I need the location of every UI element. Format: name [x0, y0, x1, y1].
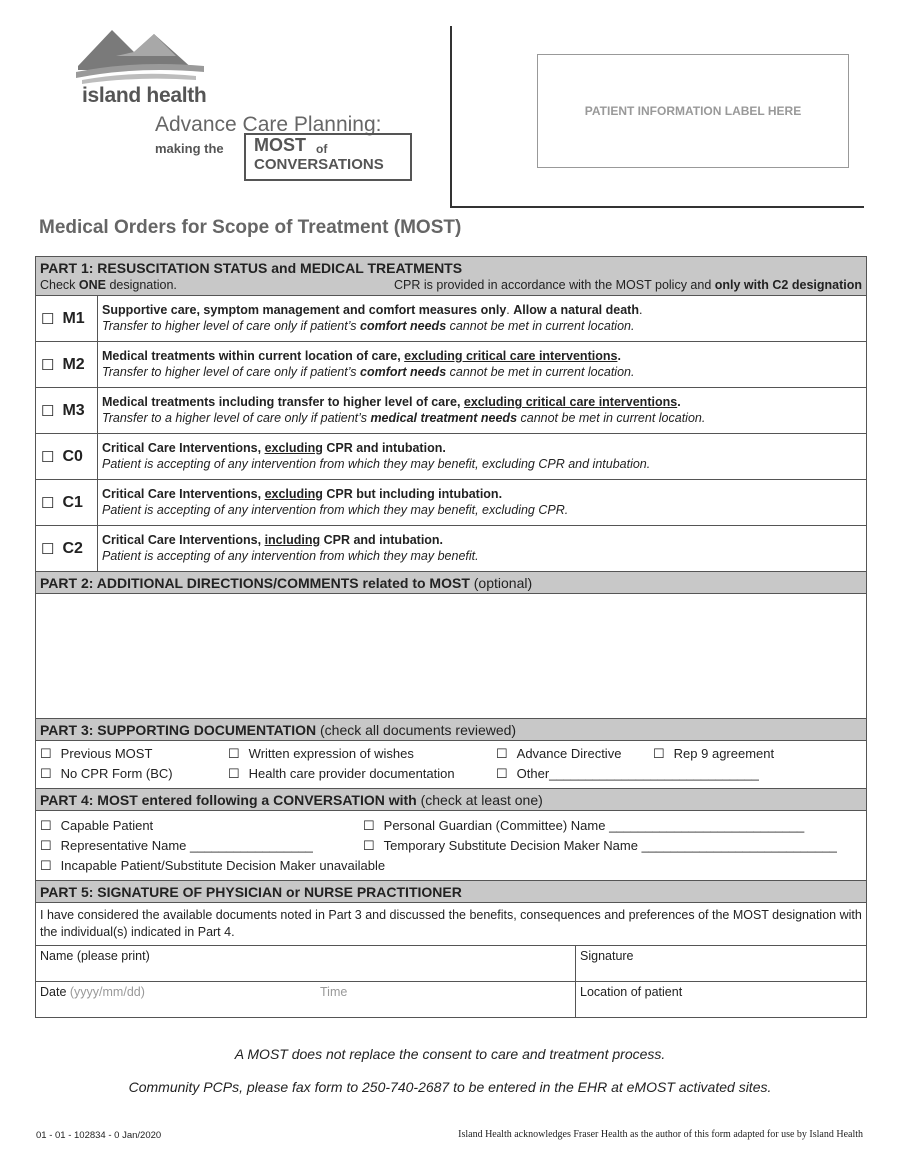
check-prefix: Check [40, 278, 79, 292]
designation-note: Patient is accepting of any intervention from which they may benefit, excluding CPR. [102, 503, 569, 517]
header-rule [450, 206, 864, 208]
part4-options [36, 811, 866, 881]
header-divider [450, 26, 452, 206]
acp-title: Advance Care Planning: [155, 113, 382, 136]
part1-heading: PART 1: RESUSCITATION STATUS and MEDICAL TREATMENTS [36, 257, 866, 278]
acknowledgement: Island Health acknowledges Fraser Health as the author of this form adapted for use by Island Health [458, 1129, 863, 1140]
m2-checkbox[interactable]: ☐ [41, 356, 55, 374]
designation-code: M1 [62, 309, 85, 327]
date-location-row [36, 982, 866, 1017]
designation-code: M3 [62, 401, 85, 419]
footer-fax-note: Community PCPs, please fax form to 250-740-2687 to be entered in the EHR at eMOST activated sites. [128, 1079, 772, 1095]
part3-options [36, 741, 866, 789]
doc-rep9-agreement[interactable]: ☐ Rep 9 agreement [653, 746, 775, 761]
conv-temporary-sdm[interactable]: ☐ Temporary Substitute Decision Maker Name ___________________________ [363, 838, 837, 853]
check-suffix: designation. [106, 278, 177, 292]
acp-making: making the [155, 141, 224, 156]
cpr-note: CPR is provided in accordance with the MOST policy and [394, 278, 715, 292]
designation-row-c1[interactable]: ☐ C1 Critical Care Interventions, excluding CPR but including intubation. Patient is accepting of any intervention from which they may benefit, excluding CPR. [36, 480, 866, 526]
c0-checkbox[interactable]: ☐ [41, 448, 55, 466]
location-label: Location of patient [580, 985, 683, 999]
part5-heading: PART 5: SIGNATURE OF PHYSICIAN or NURSE PRACTITIONER [36, 881, 866, 903]
date-field[interactable] [36, 982, 576, 1017]
designation-code: C1 [62, 493, 83, 511]
designation-row-c0[interactable]: ☐ C0 Critical Care Interventions, excluding CPR and intubation. Patient is accepting of any intervention from which they may benefit, excluding CPR and intubation. [36, 434, 866, 480]
m1-checkbox[interactable]: ☐ [41, 310, 55, 328]
date-label: Date [40, 985, 67, 999]
designation-note: Transfer to a higher level of care only if patient’s [102, 411, 371, 425]
doc-provider-documentation[interactable]: ☐ Health care provider documentation [228, 766, 455, 781]
designation-title: Critical Care Interventions, [102, 487, 265, 501]
form-title: Medical Orders for Scope of Treatment (MOST) [39, 217, 462, 238]
designation-title: Medical treatments within current location of care, [102, 349, 405, 363]
part3-heading: PART 3: SUPPORTING DOCUMENTATION (check all documents reviewed) [36, 719, 866, 741]
part4-heading: PART 4: MOST entered following a CONVERSATION with (check at least one) [36, 789, 866, 811]
designation-code: C0 [62, 447, 83, 465]
part1-subheading [36, 278, 866, 296]
conv-representative[interactable]: ☐ Representative Name _________________ [40, 838, 313, 853]
time-label[interactable]: Time [320, 985, 348, 999]
m3-checkbox[interactable]: ☐ [41, 402, 55, 420]
island-health-mountain-logo [76, 26, 208, 88]
designation-row-c2[interactable]: ☐ C2 Critical Care Interventions, including CPR and intubation. Patient is accepting of any intervention from which they may benefit. [36, 526, 866, 572]
name-signature-row [36, 946, 866, 982]
patient-label-box: PATIENT INFORMATION LABEL HERE [537, 54, 849, 168]
date-format: (yyyy/mm/dd) [66, 985, 145, 999]
designation-note: Transfer to higher level of care only if patient’s [102, 319, 361, 333]
doc-no-cpr-form[interactable]: ☐ No CPR Form (BC) [40, 766, 173, 781]
c1-checkbox[interactable]: ☐ [41, 494, 55, 512]
designation-title: Supportive care, symptom management and comfort measures only [102, 303, 507, 317]
designation-row-m1[interactable]: ☐ M1 Supportive care, symptom management and comfort measures only. Allow a natural death. Transfer to higher level of care only if patient’s comfort needs cannot be met in current location. [36, 296, 866, 342]
location-field[interactable] [576, 982, 866, 1017]
doc-previous-most[interactable]: ☐ Previous MOST [40, 746, 153, 761]
check-one: ONE [78, 278, 106, 292]
designation-code: M2 [62, 355, 85, 373]
designation-row-m3[interactable]: ☐ M3 Medical treatments including transfer to higher level of care, excluding critical care interventions. Transfer to a higher level of care only if patient’s medical treatment needs cannot be met in current location. [36, 388, 866, 434]
designation-title: Critical Care Interventions, [102, 533, 265, 547]
part2-heading: PART 2: ADDITIONAL DIRECTIONS/COMMENTS related to MOST (optional) [36, 572, 866, 594]
footer-consent-note: A MOST does not replace the consent to care and treatment process. [234, 1046, 666, 1062]
acp-of: of [316, 142, 328, 156]
designation-note: Patient is accepting of any intervention from which they may benefit. [102, 549, 479, 563]
name-label: Name (please print) [40, 949, 150, 963]
designation-title: Medical treatments including transfer to higher level of care, [102, 395, 464, 409]
signature-field[interactable] [576, 946, 866, 981]
most-form-table [35, 256, 867, 1018]
cpr-note-bold: only with C2 designation [714, 278, 862, 292]
conv-capable-patient[interactable]: ☐ Capable Patient [40, 818, 154, 833]
form-number: 01 - 01 - 102834 - 0 Jan/2020 [36, 1130, 162, 1141]
acp-most: MOST [254, 135, 306, 155]
comments-area[interactable] [36, 594, 866, 719]
doc-other[interactable]: ☐ Other_____________________________ [496, 766, 759, 781]
org-name: island health [82, 84, 207, 107]
designation-note: Patient is accepting of any intervention from which they may benefit, excluding CPR and intubation. [102, 457, 651, 471]
designation-title: Critical Care Interventions, [102, 441, 265, 455]
conv-incapable-patient[interactable]: ☐ Incapable Patient/Substitute Decision Maker unavailable [40, 858, 386, 873]
designation-code: C2 [62, 539, 83, 557]
name-field[interactable] [36, 946, 576, 981]
designation-note: Transfer to higher level of care only if patient’s [102, 365, 361, 379]
part5-statement: I have considered the available documents noted in Part 3 and discussed the benefits, consequences and preferences of the MOST designation with the individual(s) indicated in Part 4. [36, 903, 866, 946]
doc-advance-directive[interactable]: ☐ Advance Directive [496, 746, 622, 761]
conv-personal-guardian[interactable]: ☐ Personal Guardian (Committee) Name ___________________________ [363, 818, 805, 833]
signature-label: Signature [580, 949, 634, 963]
c2-checkbox[interactable]: ☐ [41, 540, 55, 558]
designation-row-m2[interactable]: ☐ M2 Medical treatments within current location of care, excluding critical care interventions. Transfer to higher level of care only if patient’s comfort needs cannot be met in current location. [36, 342, 866, 388]
acp-conversations: CONVERSATIONS [254, 156, 384, 173]
doc-written-wishes[interactable]: ☐ Written expression of wishes [228, 746, 414, 761]
